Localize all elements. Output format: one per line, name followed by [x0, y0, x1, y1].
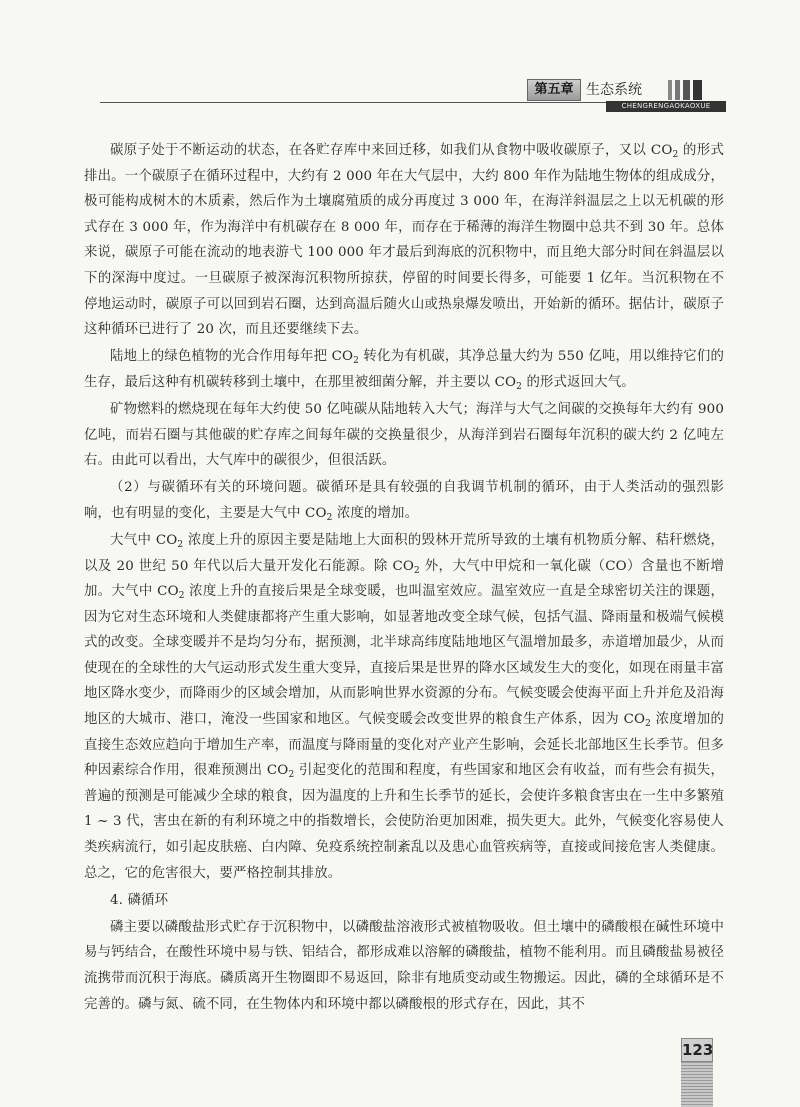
- paragraph-environment-issue: （2）与碳循环有关的环境问题。碳循环是具有较强的自我调节机制的循环，由于人类活动的强烈影响，也有明显的变化，主要是大气中 $CO_2$ 浓度的增加。: [84, 480, 724, 523]
- chapter-title: 生态系统: [586, 82, 642, 98]
- header-subtitle: CHENGRENGAOKAOXUE: [606, 101, 726, 112]
- header-rule: [100, 102, 670, 103]
- paragraph-land-plants: 陆地上的绿色植物的光合作用每年把 $CO_2$ 转化为有机碳，其净总量大约为 550 亿吨，用以维持它们的生存，最后这种有机碳转移到土壤中，在那里被细菌分解，并主要以 $CO_2$ 的形式返回大气。: [84, 349, 724, 392]
- body-text: [84, 138, 724, 1019]
- header-decoration-bars: [668, 80, 702, 100]
- paragraph-co2-increase: 大气中 $CO_2$ 浓度上升的原因主要是陆地上大面积的毁林开荒所导致的土壤有机物质分解、秸秆燃烧，以及 20 世纪 50 年代以后大量开发化石能源。除 $CO_2$ 外，大气中甲烷和一氧化碳（CO）含量也不断增加。大气中 $CO_2$ 浓度上升的直接后果是全球变暖，也叫温室效应。温室效应一直是全球密切关注的课题，因为它对生态环境和人类健康都将产生重大影响，如显著地改变全球气候，包括气温、降雨量和极端气候模式的改变。全球变暖并不是均匀分布，据预测，北半球高纬度陆地地区气温增加最多，赤道增加最少，从而使现在的全球性的大气运动形式发生重大变异，直接后果是世界的降水区域发生大的变化，如现在雨量丰富地区降水变少，而降雨少的区域会增加，从而影响世界水资源的分布。气候变暖会使海平面上升并危及沿海地区的大城市、港口，淹没一些国家和地区。气候变暖会改变世界的粮食生产体系，因为 $CO_2$ 浓度增加的直接生态效应趋向于增加生产率，而温度与降雨量的变化对产业产生影响，会延长北部地区生长季节。但多种因素综合作用，很难预测出 $CO_2$ 引起变化的范围和程度，有些国家和地区会有收益，而有些会有损失，普遍的预测是可能减少全球的粮食，因为温度的上升和生长季节的延长，会使许多粮食害虫在一生中多繁殖 1 ~ 3 代，害虫在新的有利环境之中的指数增长，会使防治更加困难，损失更大。此外，气候变化容易使人类疾病流行，如引起皮肤癌、白内障、免疫系统控制紊乱以及患心血管疾病等，直接或间接危害人类健康。总之，它的危害很大，要严格控制其排放。: [84, 532, 724, 881]
- page-number: 123: [681, 1038, 713, 1062]
- page-edge-strip: [681, 1062, 713, 1107]
- section-heading-phosphorus: 4. 磷循环: [110, 892, 169, 908]
- paragraph-fossil-fuel: 矿物燃料的燃烧现在每年大约使 50 亿吨碳从陆地转入大气；海洋与大气之间碳的交换每年大约有 900 亿吨，而岩石圈与其他碳的贮存库之间每年碳的交换量很少，从海洋到岩石圈每年沉积的碳大约 2 亿吨左右。由此可以看出，大气库中的碳很少，但很活跃。: [84, 401, 724, 469]
- chapter-label: 第五章: [527, 79, 581, 101]
- paragraph-carbon-atom: 碳原子处于不断运动的状态，在各贮存库中来回迁移，如我们从食物中吸收碳原子，又以 $CO_2$ 的形式排出。一个碳原子在循环过程中，大约有 2 000 年在大气层中，大约 800 年作为陆地生物体的组成成分，极可能构成树木的木质素，然后作为土壤腐殖质的成分再度过 3 000 年，在海洋斜温层之上以无机碳的形式存在 3 000 年，作为海洋中有机碳存在 8 000 年，而存在于稀薄的海洋生物圈中总共不到 30 年。总体来说，碳原子可能在流动的地表游弋 100 000 年才最后到海底的沉积物中，而且绝大部分时间在斜温层以下的深海中度过。一旦碳原子被深海沉积物所掠获，停留的时间要长得多，可能要 1 亿年。当沉积物在不停地运动时，碳原子可以回到岩石圈，达到高温后随火山或热泉爆发喷出，开始新的循环。据估计，碳原子这种循环已进行了 20 次，而且还要继续下去。: [84, 143, 725, 338]
- paragraph-phosphorus: 磷主要以磷酸盐形式贮存于沉积物中，以磷酸盐溶液形式被植物吸收。但土壤中的磷酸根在碱性环境中易与钙结合，在酸性环境中易与铁、铝结合，都形成难以溶解的磷酸盐，植物不能利用。而且磷酸盐易被径流携带而沉积于海底。磷质离开生物圈即不易返回，除非有地质变动或生物搬运。因此，磷的全球循环是不完善的。磷与氮、硫不同，在生物体内和环境中都以磷酸根的形式存在，因此，其不: [84, 919, 724, 1012]
